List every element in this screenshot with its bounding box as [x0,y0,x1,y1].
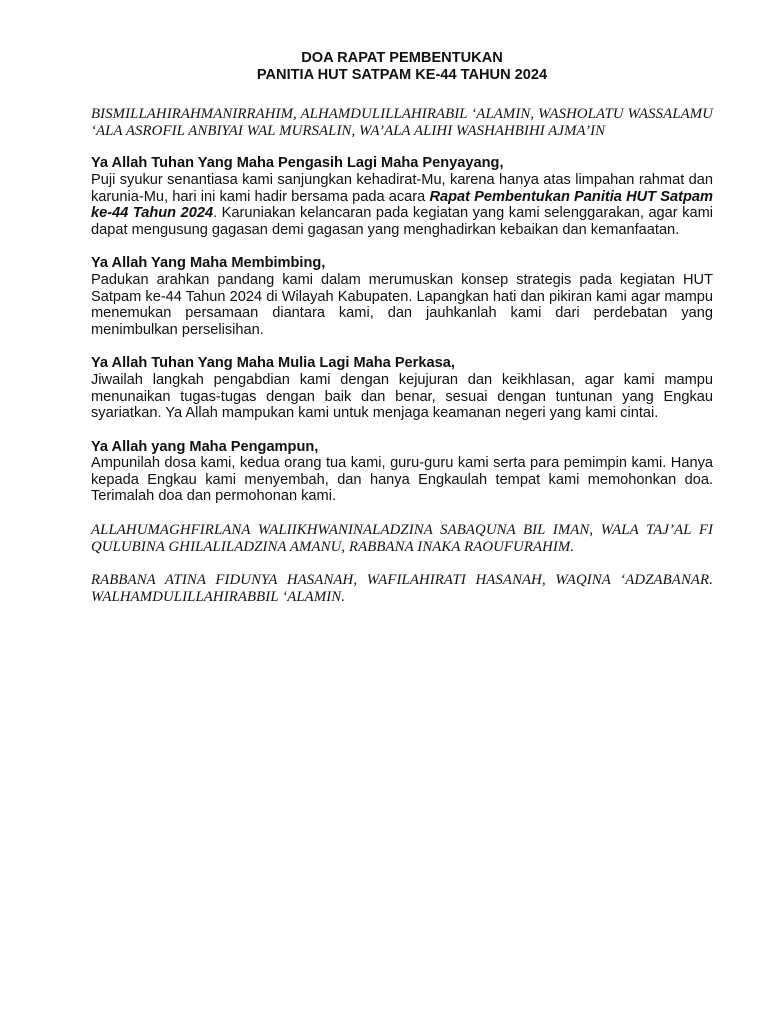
title-line-2: PANITIA HUT SATPAM KE-44 TAHUN 2024 [256,66,548,83]
event-name-emphasis: Rapat Pembentukan Panitia HUT Satpam ke-44 Tahun 2024 [91,188,713,222]
section-text: Ampunilah dosa kami, kedua orang tua kami, guru-guru kami serta para pemimpin kami. Hanya kepada Engkau kami menyembah, dan hanya Engkaulah tempat kami memohonkan doa. Terimalah doa dan permohonan kami. [91,455,713,505]
closing-prayer-2: RABBANA ATINA FIDUNYA HASANAH, WAFILAHIRATI HASANAH, WAQINA ‘ADZABANAR. WALHAMDULILLAHIRABBIL ‘ALAMIN. [91,572,713,605]
section-pengampun [91,439,713,505]
section-pengasih [91,155,713,238]
opening-prayer: BISMILLAHIRAHMANIRRAHIM, ALHAMDULILLAHIRABIL ‘ALAMIN, WASHOLATU WASSALAMU ‘ALA ASROFIL ANBIYAI WAL MURSALIN, WA’ALA ALIHI WASHAHBIHI AJMA’IN [91,106,713,139]
document-page [91,50,713,605]
section-heading: Ya Allah yang Maha Pengampun, [91,438,319,455]
section-mulia [91,355,713,421]
section-text-after: . Karuniakan kelancaran pada kegiatan yang kami selenggarakan, agar kami dapat mengusung gagasan demi gagasan yang menghadirkan kebaikan dan kemanfaatan. [91,205,713,238]
section-text: Jiwailah langkah pengabdian kami dengan kejujuran dan keikhlasan, agar kami mampu menunaikan tugas-tugas dengan baik dan benar, sesuai dengan tuntunan yang Engkau syariatkan. Ya Allah mampukan kami untuk menjaga keamanan negeri yang kami cintai. [91,371,713,422]
section-text [91,172,713,238]
section-text: Padukan arahkan pandang kami dalam merumuskan konsep strategis pada kegiatan HUT Satpam ke-44 Tahun 2024 di Wilayah Kabupaten. Lapangkan hati dan pikiran kami agar mampu menemukan persamaan diantara kami, dan jauhkanlah kami dari perdebatan yang menimbulkan perselisihan. [91,271,713,338]
section-text-before: Puji syukur senantiasa kami sanjungkan kehadirat-Mu, karena hanya atas limpahan rahmat dan karunia-Mu, hari ini kami hadir bersama pada acara [91,171,713,205]
document-title [91,50,713,83]
section-heading: Ya Allah Yang Maha Membimbing, [91,255,326,272]
closing-prayer-1: ALLAHUMAGHFIRLANA WALIIKHWANINALADZINA SABAQUNA BIL IMAN, WALA TAJ’AL FI QULUBINA GHILALILADZINA AMANU, RABBANA INAKA RAOUFURAHIM. [91,522,713,555]
title-line-1: DOA RAPAT PEMBENTUKAN [301,50,503,66]
section-membimbing [91,255,713,338]
section-heading: Ya Allah Tuhan Yang Maha Pengasih Lagi Maha Penyayang, [91,155,504,172]
section-heading: Ya Allah Tuhan Yang Maha Mulia Lagi Maha Perkasa, [91,355,455,372]
